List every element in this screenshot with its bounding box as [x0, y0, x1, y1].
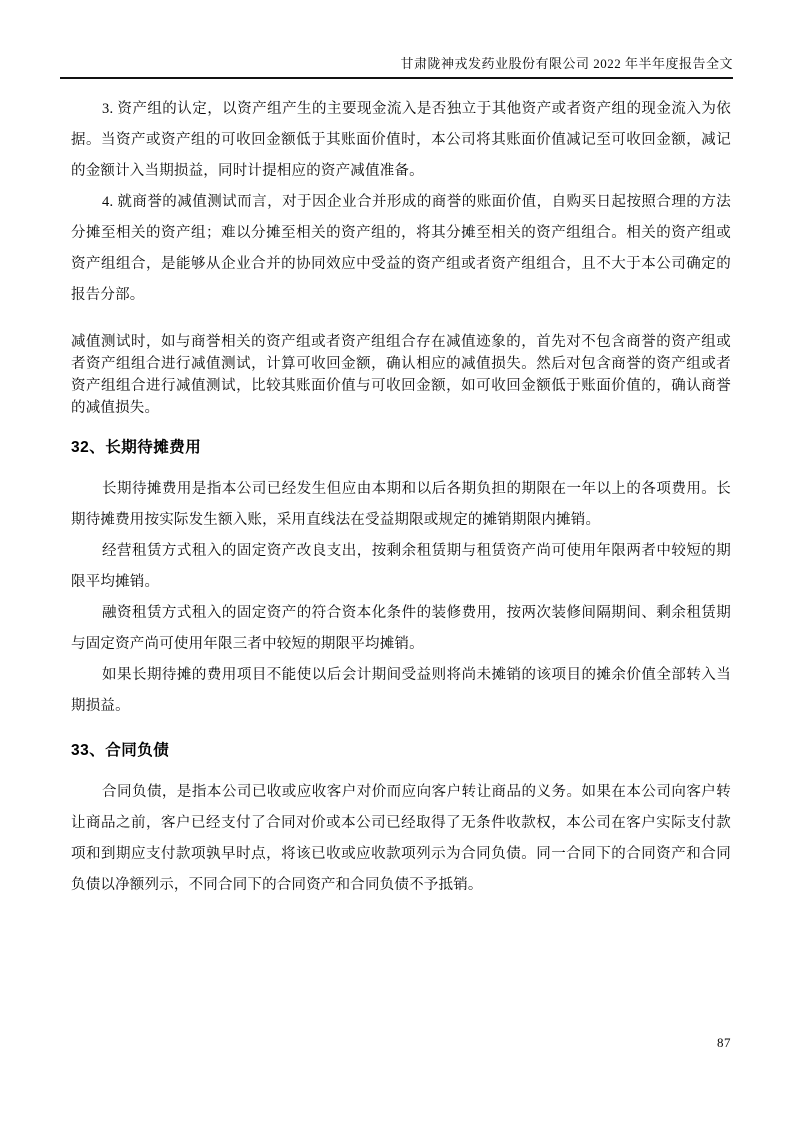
section-heading-33-contract-liabilities: 33、合同负债 — [71, 742, 170, 759]
page-header — [60, 0, 733, 79]
paragraph-finance-lease-decoration: 融资租赁方式租入的固定资产的符合资本化条件的装修费用，按两次装修间隔期间、剩余租赁期与固定资产尚可使用年限三者中较短的期限平均摊销。 — [71, 605, 731, 652]
paragraph-operating-lease-improvement: 经营租赁方式租入的固定资产改良支出，按剩余租赁期与租赁资产尚可使用年限两者中较短的期限平均摊销。 — [71, 543, 731, 590]
paragraph-asset-group-recognition: 3. 资产组的认定，以资产组产生的主要现金流入是否独立于其他资产或者资产组的现金流入为依据。当资产或资产组的可收回金额低于其账面价值时，本公司将其账面价值减记至可收回金额，减记的金额计入当期损益，同时计提相应的资产减值准备。 — [71, 101, 731, 179]
paragraph-contract-liability-definition: 合同负债，是指本公司已收或应收客户对价而应向客户转让商品的义务。如果在本公司向客户转让商品之前，客户已经支付了合同对价或本公司已经取得了无条件收款权，本公司在客户实际支付款项和到期应支付款项孰早时点，将该已收或应收款项列示为合同负债。同一合同下的合同资产和合同负债以净额列示，不同合同下的合同资产和合同负债不予抵销。 — [71, 784, 731, 893]
paragraph-impairment-testing: 减值测试时，如与商誉相关的资产组或者资产组组合存在减值迹象的，首先对不包含商誉的资产组或者资产组组合进行减值测试，计算可收回金额，确认相应的减值损失。然后对包含商誉的资产组或者资产组组合进行减值测试，比较其账面价值与可收回金额，如可收回金额低于账面价值的，确认商誉的减值损失。 — [71, 334, 731, 416]
page-number: 87 — [717, 1035, 731, 1050]
page-content — [71, 94, 731, 901]
paragraph-longterm-definition: 长期待摊费用是指本公司已经发生但应由本期和以后各期负担的期限在一年以上的各项费用。长期待摊费用按实际发生额入账，采用直线法在受益期限或规定的摊销期限内摊销。 — [71, 481, 731, 528]
paragraph-longterm-writeoff: 如果长期待摊的费用项目不能使以后会计期间受益则将尚未摊销的该项目的摊余价值全部转入当期损益。 — [71, 667, 731, 714]
section-heading-32-longterm-deferred-expenses: 32、长期待摊费用 — [71, 439, 202, 456]
paragraph-goodwill-impairment: 4. 就商誉的减值测试而言，对于因企业合并形成的商誉的账面价值，自购买日起按照合理的方法分摊至相关的资产组；难以分摊至相关的资产组的，将其分摊至相关的资产组组合。相关的资产组或资产组组合，是能够从企业合并的协同效应中受益的资产组或者资产组组合，且不大于本公司确定的报告分部。 — [71, 194, 731, 303]
report-header-title: 甘肃陇神戎发药业股份有限公司 2022 年半年度报告全文 — [60, 0, 733, 79]
